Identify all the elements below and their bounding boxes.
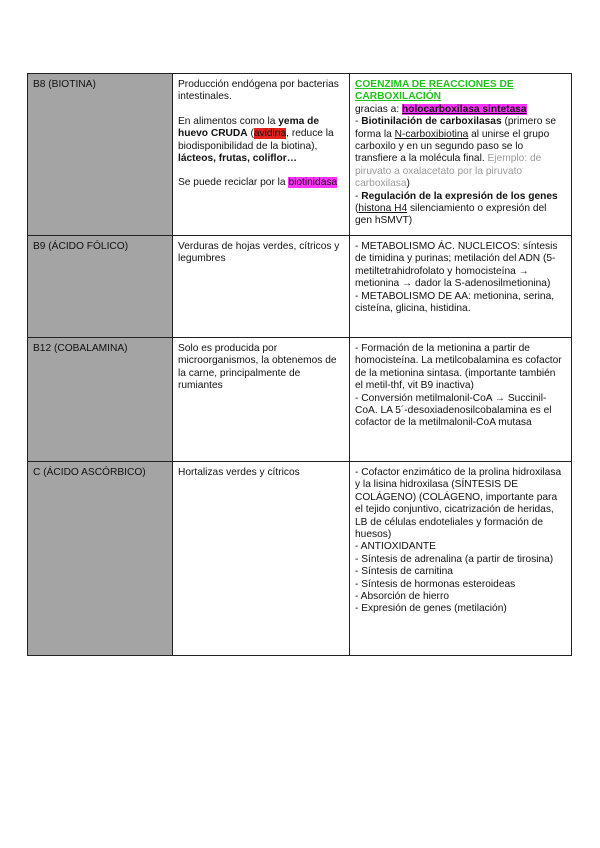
- table-row: [28, 338, 572, 462]
- functions-cell: - Formación de la metionina a partir de homocisteína. La metilcobalamina es cofactor de la metionina sintasa. (importante también el metil-thf, vit B9 inactiva) - Conversión metilmalonil-CoA → Succinil-CoA. LA 5´-desoxiadenosilcobalamina es el cofactor de la metilmalonil-CoA mutasa: [350, 338, 572, 462]
- highlighted-term: biotinidasa: [288, 177, 338, 189]
- table-row: [28, 236, 572, 338]
- sources-cell: Producción endógena por bacterias intestinales. En alimentos como la yema de huevo CRUDA (avidina, reduce la biodisponibilidad de la biotina), lácteos, frutas, coliflor… Se puede reciclar por la biotinidasa: [173, 74, 350, 236]
- table-row: [28, 462, 572, 656]
- sources-cell: Hortalizas verdes y cítricos: [173, 462, 350, 656]
- vitamin-name-cell: B9 (ÁCIDO FÓLICO): [28, 236, 173, 338]
- vitamin-name-cell: C (ÁCIDO ASCÓRBICO): [28, 462, 173, 656]
- highlighted-term: avidina: [253, 128, 287, 140]
- functions-cell: - METABOLISMO ÁC. NUCLEICOS: síntesis de timidina y purinas; metilación del ADN (5-metiltetrahidrofolato y homocisteína → metionina → dador la S-adenosilmetionina) - METABOLISMO DE AA: metionina, serina, cisteína, glicina, histidina.: [350, 236, 572, 338]
- table-row: [28, 74, 572, 236]
- vitamins-table: [27, 73, 572, 656]
- functions-cell: - Cofactor enzimático de la prolina hidroxilasa y la lisina hidroxilasa (SÍNTESIS DE COLÁGENO) (COLÁGENO, importante para el tejido conjuntivo, cicatrización de heridas, LB de células endoteliales y formación de huesos) - ANTIOXIDANTE - Síntesis de adrenalina (a partir de tirosina) - Síntesis de carnitina - Síntesis de hormonas esteroideas - Absorción de hierro - Expresión de genes (metilación): [350, 462, 572, 656]
- functions-cell: COENZIMA DE REACCIONES DE CARBOXILACIÓN gracias a: holocarboxilasa sintetasa - Biotinilación de carboxilasas (primero se forma la N-carboxibiotina al unirse el grupo carboxilo y en un segundo paso se lo transfiere a la molécula final. Ejemplo: de piruvato a oxalacetato por la piruvato carboxilasa) - Regulación de la expresión de los genes (histona H4 silenciamiento o expresión del gen hSMVT): [350, 74, 572, 236]
- sources-cell: Verduras de hojas verdes, cítricos y legumbres: [173, 236, 350, 338]
- vitamin-name-cell: B12 (COBALAMINA): [28, 338, 173, 462]
- section-title: COENZIMA DE REACCIONES DE CARBOXILACIÓN: [355, 79, 514, 103]
- vitamin-name-cell: B8 (BIOTINA): [28, 74, 173, 236]
- sources-cell: Solo es producida por microorganismos, la obtenemos de la carne, principalmente de rumiantes: [173, 338, 350, 462]
- highlighted-term: holocarboxilasa sintetasa: [402, 103, 527, 115]
